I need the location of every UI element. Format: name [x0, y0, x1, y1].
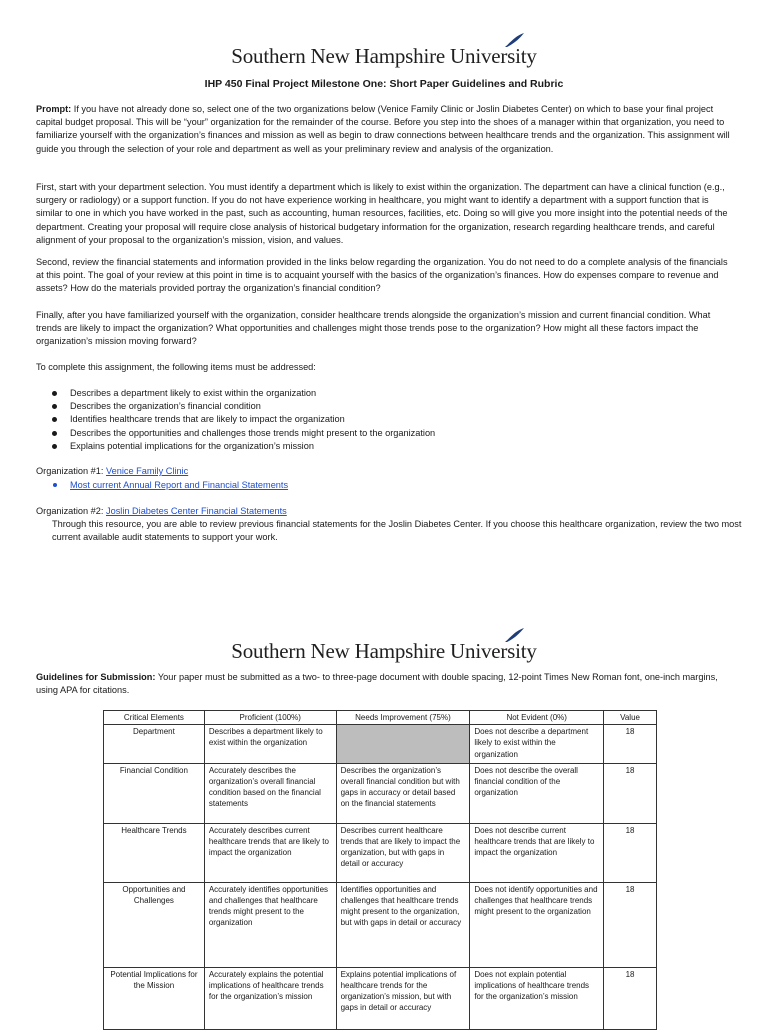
organization-1-line — [36, 465, 736, 478]
value-cell: 18 — [604, 725, 657, 764]
list-item: Identifies healthcare trends that are likely to impact the organization — [36, 413, 736, 426]
proficient-cell: Accurately describes the organization’s overall financial condition based on the financial statements — [204, 763, 336, 823]
value-cell: 18 — [604, 967, 657, 1029]
complete-paragraph: To complete this assignment, the following items must be addressed: — [36, 362, 316, 372]
value-cell: 18 — [604, 823, 657, 882]
value-cell: 18 — [604, 763, 657, 823]
table-row — [104, 763, 657, 823]
university-name: Southern New Hampshire University — [231, 44, 537, 68]
financials-paragraph: Second, review the financial statements and information provided in the links below regarding the organization. You do not need to do a complete analysis of the financials at this point. The goal of your review at this point in time is to acquaint yourself with the basics of the organization’s finances. How do expenses compare to revenue and assets? How do the materials provided portray the organization’s financial condition? — [36, 257, 728, 294]
needs-improvement-cell: Describes current healthcare trends that are likely to impact the organization, but with gaps in detail or accuracy — [336, 823, 470, 882]
proficient-cell: Accurately identifies opportunities and challenges that healthcare trends might present to the organization — [204, 882, 336, 967]
header-value: Value — [604, 711, 657, 725]
guidelines-text: Your paper must be submitted as a two- to three-page document with double spacing, 12-point Times New Roman font, one-inch margins, using APA for citations. — [36, 672, 718, 696]
document-title: IHP 450 Final Project Milestone One: Short Paper Guidelines and Rubric — [204, 78, 564, 90]
table-row — [104, 823, 657, 882]
venice-family-clinic-link[interactable]: Venice Family Clinic — [105, 466, 189, 476]
needs-improvement-cell: Explains potential implications of healthcare trends for the organization’s mission, but with gaps in detail or accuracy — [336, 967, 470, 1029]
critical-element-cell: Department — [104, 725, 205, 764]
proficient-cell: Describes a department likely to exist within the organization — [204, 725, 336, 764]
list-item: Describes the organization’s financial condition — [36, 400, 736, 413]
document-page-2 — [0, 585, 768, 1024]
table-row — [104, 725, 657, 764]
organization-2-label: Organization #2: — [36, 506, 106, 516]
bullet-icon — [53, 483, 57, 487]
table-row — [104, 967, 657, 1029]
not-evident-cell: Does not describe the overall financial condition of the organization — [470, 763, 604, 823]
header-proficient: Proficient (100%) — [204, 711, 336, 725]
joslin-financial-statements-link[interactable]: Joslin Diabetes Center Financial Statements — [105, 506, 287, 516]
rubric-table — [103, 710, 657, 1030]
header-not-evident: Not Evident (0%) — [470, 711, 604, 725]
organization-1-label: Organization #1: — [36, 466, 106, 476]
critical-element-cell: Financial Condition — [104, 763, 205, 823]
guidelines-label: Guidelines for Submission: — [36, 672, 156, 682]
proficient-cell: Accurately explains the potential implications of healthcare trends for the organization’s mission — [204, 967, 336, 1029]
needs-improvement-cell: Identifies opportunities and challenges that healthcare trends might present to the organization, but with gaps in detail or accuracy — [336, 882, 470, 967]
table-header-row — [104, 711, 657, 725]
prompt-text: If you have not already done so, select one of the two organizations below (Venice Family Clinic or Joslin Diabetes Center) on which to base your final project capital budget proposal. This will be “your” organization for the remainder of the course. Before you step into the shoes of a manager within that organization, you need to familiarize yourself with the organization’s finances and mission as well as begin to draw connections between healthcare trends and the organization. This assignment will guide you through the selection of your role and department as well as your preliminary review and analysis of the organization. — [36, 104, 730, 154]
header-critical-elements: Critical Elements — [104, 711, 205, 725]
university-logo — [0, 639, 768, 664]
header-needs-improvement: Needs Improvement (75%) — [336, 711, 470, 725]
prompt-paragraph — [36, 103, 736, 156]
organization-2-line — [36, 505, 736, 518]
critical-element-cell: Healthcare Trends — [104, 823, 205, 882]
quill-icon — [503, 627, 525, 643]
critical-element-cell: Opportunities and Challenges — [104, 882, 205, 967]
table-row — [104, 882, 657, 967]
organization-2-description: Through this resource, you are able to review previous financial statements for the Joslin Diabetes Center. If you choose this healthcare organization, review the two most current available audit statements to support your work. — [52, 519, 742, 543]
department-paragraph: First, start with your department selection. You must identify a department which is likely to exist within the organization. The department can have a clinical function (e.g., surgery or radiology) or a support function. If you do not have experience working in healthcare, you might want to identify a department with a support function that is similar to one in which you have worked in the past, such as accounting, human resources, facilities, etc. Doing so will give you more insight into the potential needs of the department. Creating your proposal will require close analysis of historical budgetary information for the organization, research regarding healthcare trends, and careful alignment of your proposal to the organization’s mission, vision, and values. — [36, 182, 728, 245]
critical-element-cell: Potential Implications for the Mission — [104, 967, 205, 1029]
quill-icon — [503, 32, 525, 48]
not-evident-cell: Does not explain potential implications of healthcare trends for the organization’s mission — [470, 967, 604, 1029]
list-item: Describes the opportunities and challenges those trends might present to the organization — [36, 427, 736, 440]
needs-improvement-cell — [336, 725, 470, 764]
guidelines-paragraph — [36, 671, 736, 697]
trends-paragraph: Finally, after you have familiarized yourself with the organization, consider healthcare trends alongside the organization’s mission and current financial condition. What trends are likely to impact the organization? What opportunities and challenges might those trends pose to the organization? How might all these factors impact the organization’s mission moving forward? — [36, 310, 711, 347]
list-item: Describes a department likely to exist within the organization — [36, 387, 736, 400]
organization-1-sublink-line — [70, 479, 730, 492]
value-cell: 18 — [604, 882, 657, 967]
needs-improvement-cell: Describes the organization’s overall financial condition but with gaps in accuracy or detail based on the financial statements — [336, 763, 470, 823]
proficient-cell: Accurately describes current healthcare trends that are likely to impact the organization — [204, 823, 336, 882]
prompt-label: Prompt: — [36, 104, 72, 114]
requirements-list — [36, 387, 736, 453]
annual-report-link[interactable]: Most current Annual Report and Financial Statements — [70, 480, 289, 490]
not-evident-cell: Does not describe a department likely to exist within the organization — [470, 725, 604, 764]
university-logo — [0, 44, 768, 69]
university-name: Southern New Hampshire University — [231, 639, 537, 663]
not-evident-cell: Does not describe current healthcare trends that are likely to impact the organization — [470, 823, 604, 882]
not-evident-cell: Does not identify opportunities and challenges that healthcare trends might present to the organization — [470, 882, 604, 967]
list-item: Explains potential implications for the organization’s mission — [36, 440, 736, 453]
